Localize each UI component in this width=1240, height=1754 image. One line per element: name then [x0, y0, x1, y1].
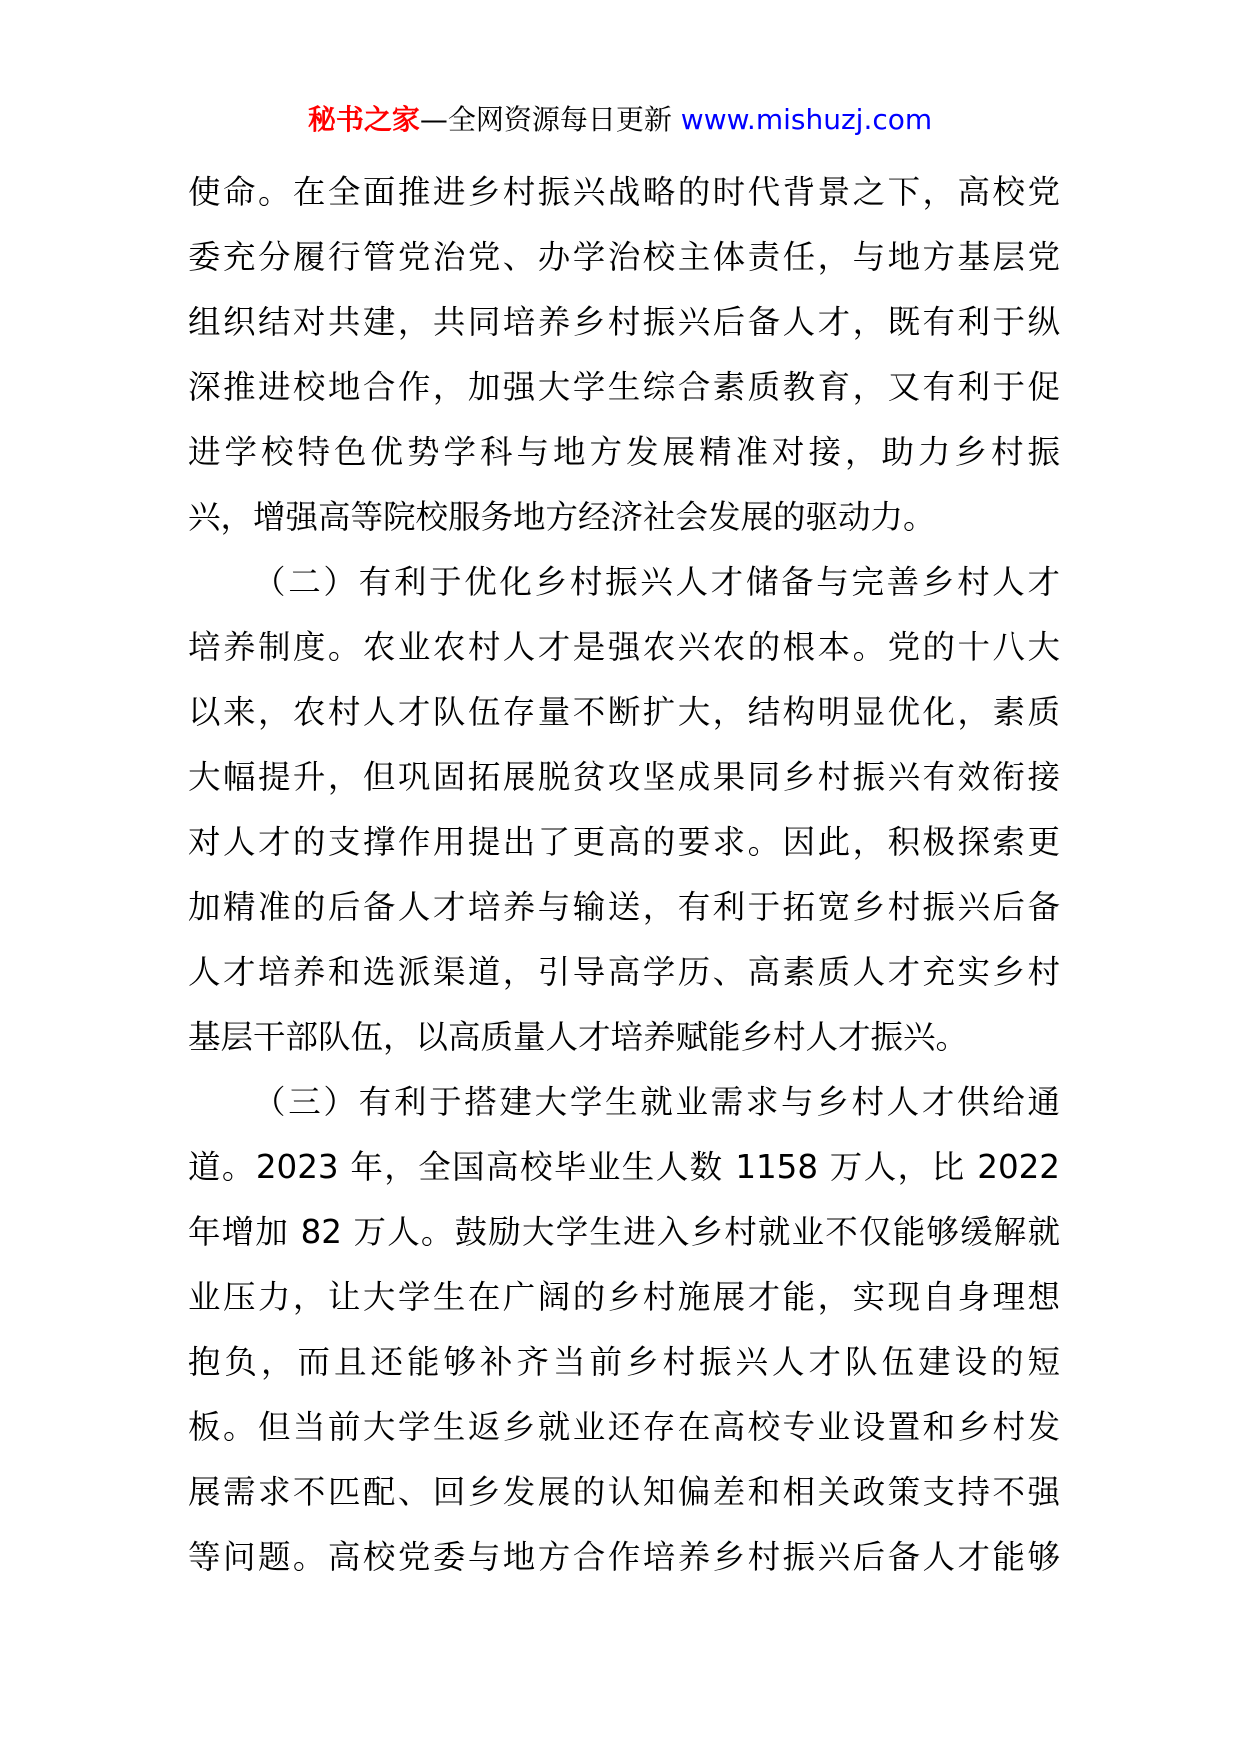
text-line: 大幅提升，但巩固拓展脱贫攻坚成果同乡村振兴有效衔接 [188, 758, 1060, 796]
text-line: 加精准的后备人才培养与输送，有利于拓宽乡村振兴后备 [188, 888, 1060, 926]
text-line: 板。但当前大学生返乡就业还存在高校专业设置和乡村发 [188, 1408, 1060, 1446]
text-line: 业压力，让大学生在广阔的乡村施展才能，实现自身理想 [188, 1278, 1060, 1316]
text-line: 深推进校地合作，加强大学生综合素质教育，又有利于促 [188, 368, 1060, 406]
text-line: 兴，增强高等院校服务地方经济社会发展的驱动力。 [188, 498, 936, 536]
brand-name: 秘书之家 [307, 103, 420, 136]
text-line: 组织结对共建，共同培养乡村振兴后备人才，既有利于纵 [188, 303, 1060, 341]
text-line: 对人才的支撑作用提出了更高的要求。因此，积极探索更 [188, 823, 1060, 861]
text-line: 以来，农村人才队伍存量不断扩大，结构明显优化，素质 [188, 693, 1060, 731]
document-body [188, 160, 1060, 1590]
text-line: （二）有利于优化乡村振兴人才储备与完善乡村人才 [253, 563, 1060, 601]
text-line: 基层干部队伍，以高质量人才培养赋能乡村人才振兴。 [188, 1018, 969, 1056]
text-line: 年增加 82 万人。鼓励大学生进入乡村就业不仅能够缓解就 [188, 1213, 1060, 1251]
site-url[interactable]: www.mishuzj.com [680, 103, 933, 136]
text-line: 展需求不匹配、回乡发展的认知偏差和相关政策支持不强 [188, 1473, 1060, 1511]
text-line: 抱负，而且还能够补齐当前乡村振兴人才队伍建设的短 [188, 1343, 1060, 1381]
paragraph-3 [188, 1070, 1060, 1590]
text-line: 委充分履行管党治党、办学治校主体责任，与地方基层党 [188, 238, 1060, 276]
paragraph-1 [188, 160, 1060, 550]
text-line: 道。2023 年，全国高校毕业生人数 1158 万人，比 2022 [188, 1148, 1060, 1186]
text-line: 人才培养和选派渠道，引导高学历、高素质人才充实乡村 [188, 953, 1060, 991]
header-tagline: —全网资源每日更新 [419, 103, 672, 136]
text-line: 等问题。高校党委与地方合作培养乡村振兴后备人才能够 [188, 1538, 1060, 1576]
site-header [0, 100, 1240, 140]
paragraph-2 [188, 550, 1060, 1070]
text-line: 进学校特色优势学科与地方发展精准对接，助力乡村振 [188, 433, 1060, 471]
text-line: 培养制度。农业农村人才是强农兴农的根本。党的十八大 [188, 628, 1060, 666]
text-line: （三）有利于搭建大学生就业需求与乡村人才供给通 [253, 1083, 1060, 1121]
text-line: 使命。在全面推进乡村振兴战略的时代背景之下，高校党 [188, 173, 1060, 211]
